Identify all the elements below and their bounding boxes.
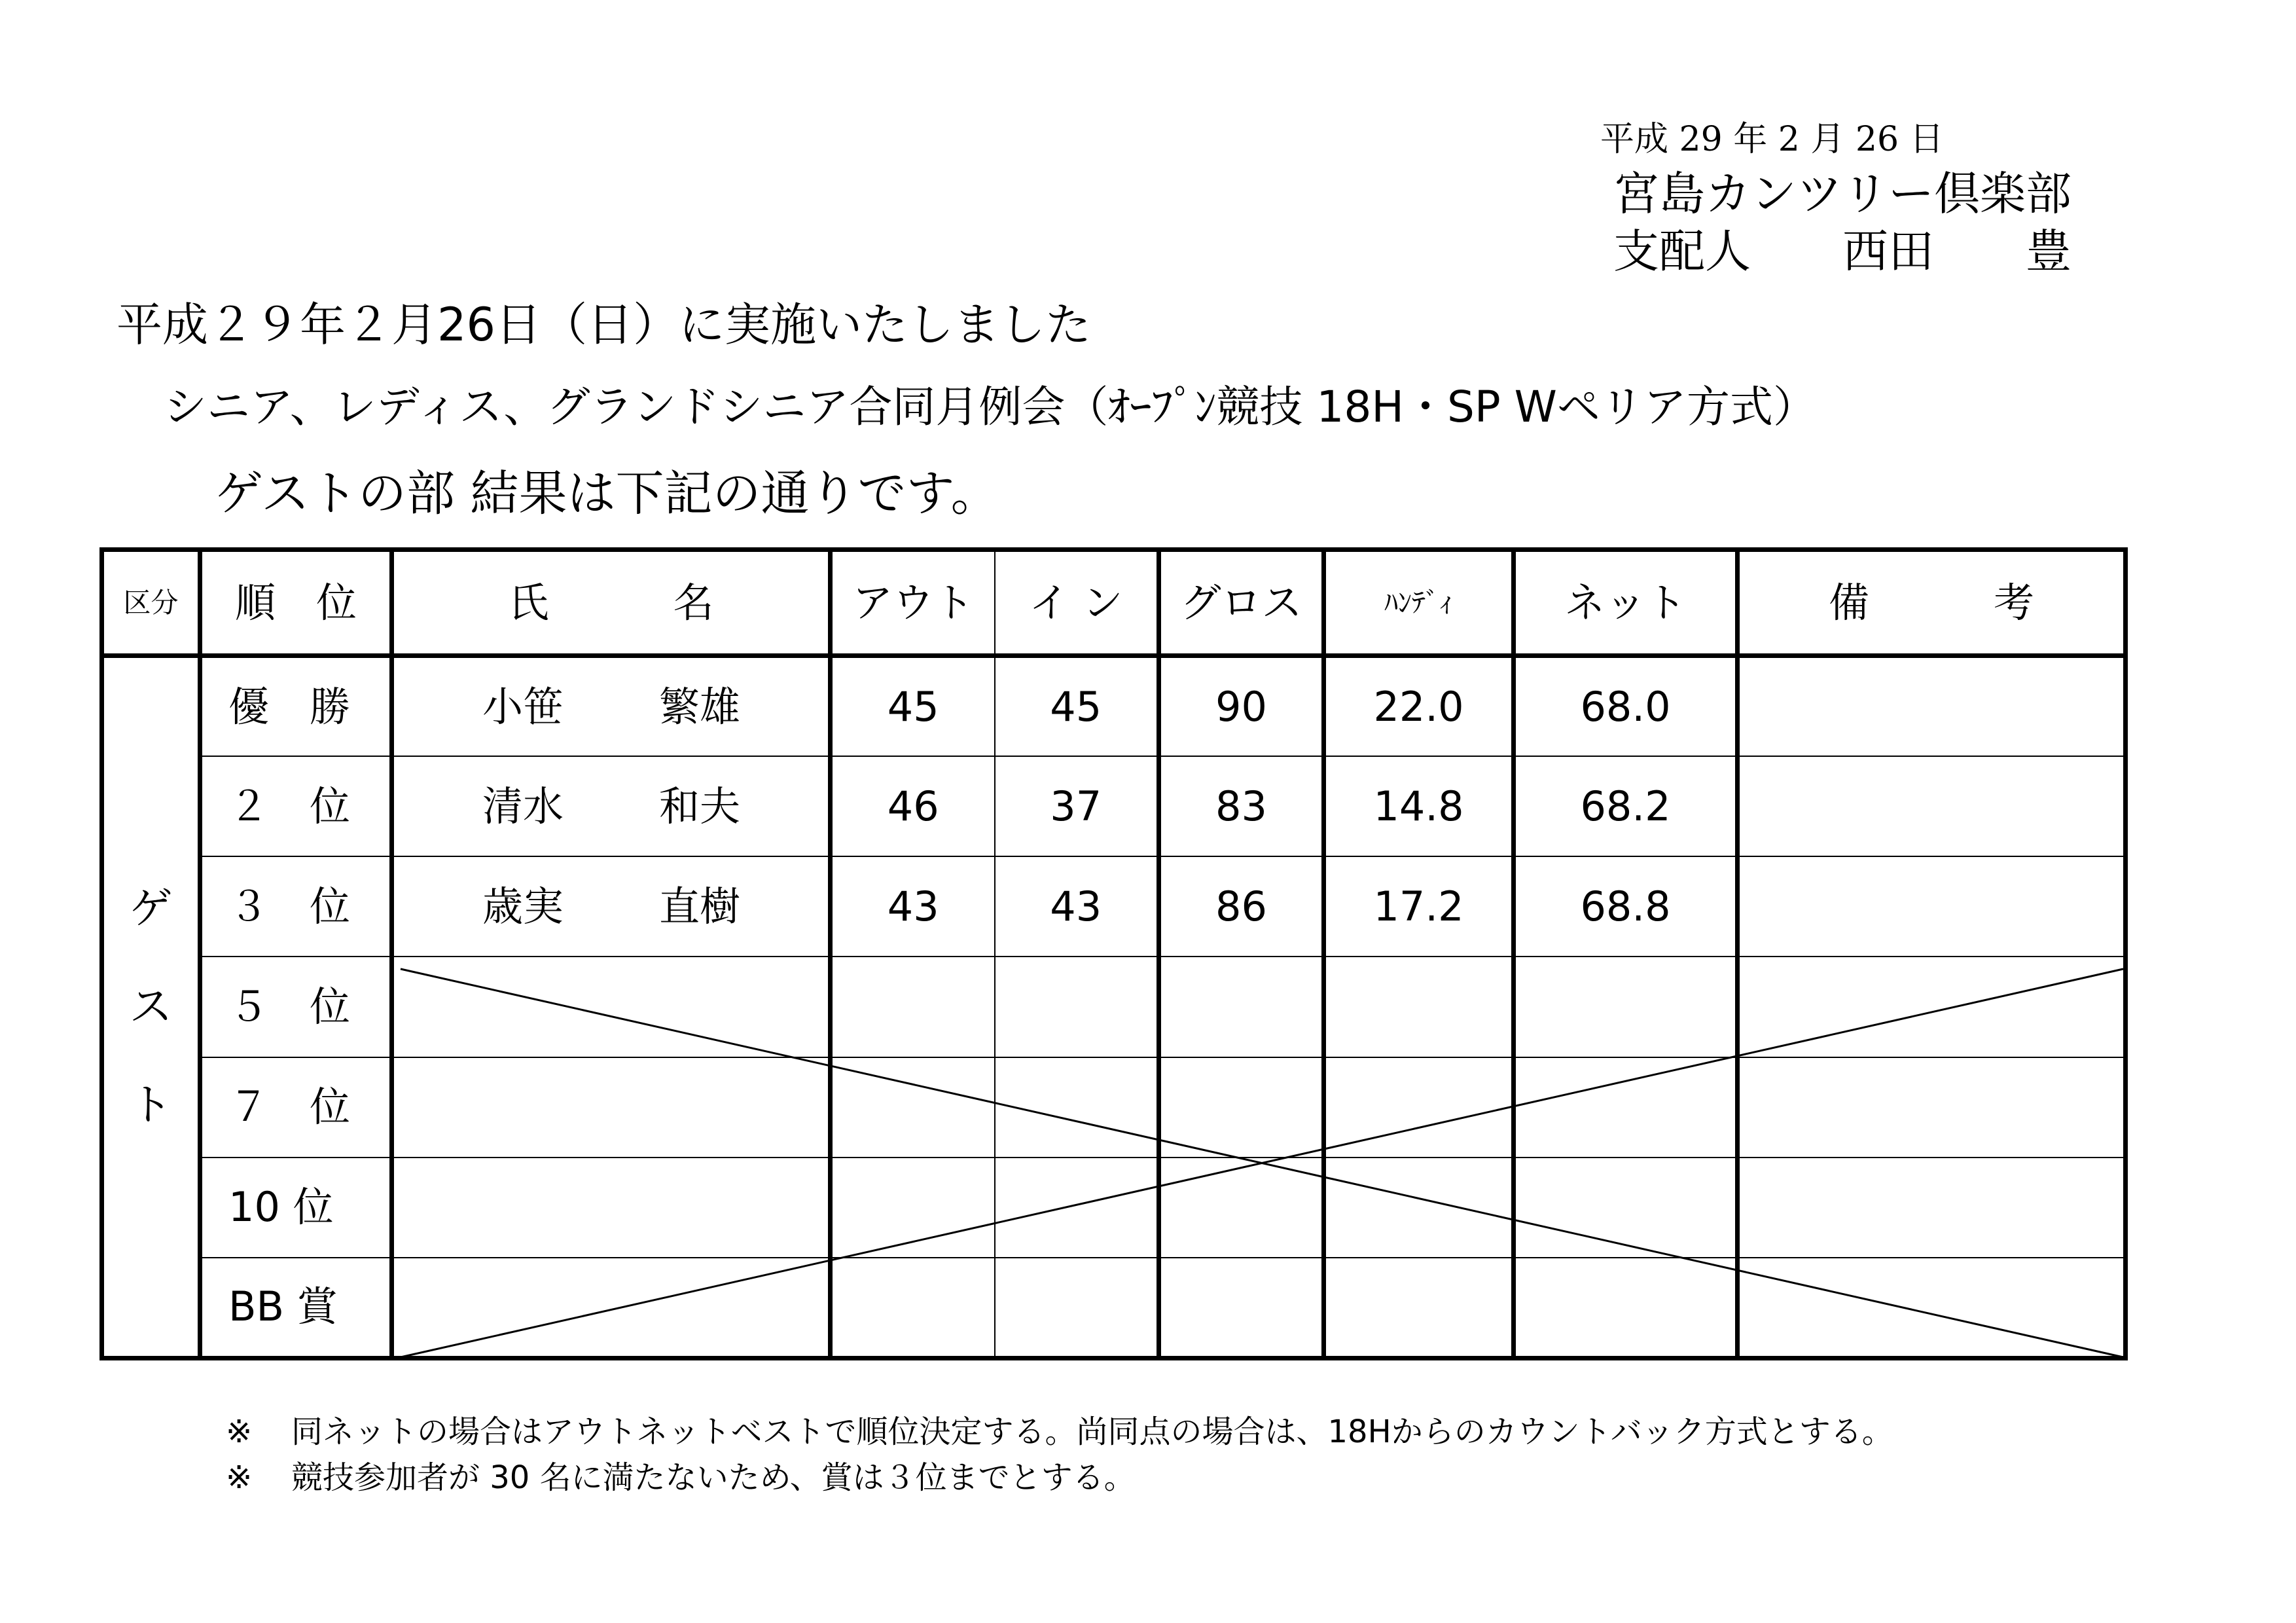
player-surname: 歳実 — [482, 882, 564, 930]
header-name — [392, 550, 831, 656]
out-score — [831, 1258, 995, 1358]
player-name — [392, 957, 831, 1057]
rank-cell: ２ 位 — [200, 756, 392, 856]
handicap-value — [1324, 957, 1514, 1057]
table-row — [102, 856, 2126, 957]
table-row — [102, 656, 2126, 756]
in-score: 37 — [995, 756, 1159, 856]
in-score — [995, 1258, 1159, 1358]
rank-cell: ７ 位 — [200, 1057, 392, 1158]
gross-score — [1159, 1057, 1324, 1158]
net-score: 68.0 — [1514, 656, 1738, 756]
rank-cell: BB 賞 — [200, 1258, 392, 1358]
note-text: 競技参加者が 30 名に満たないため、賞は３位までとする。 — [291, 1459, 1136, 1496]
manager-title: 支配人 — [1613, 225, 1751, 278]
note-mark: ※ — [226, 1459, 253, 1496]
header-category: 区分 — [102, 550, 200, 656]
out-score — [831, 1158, 995, 1258]
rank-cell: ５ 位 — [200, 957, 392, 1057]
net-score — [1514, 957, 1738, 1057]
out-score: 46 — [831, 756, 995, 856]
out-score — [831, 957, 995, 1057]
header-name-first-char: 氏 — [508, 578, 549, 627]
header-gross: グロス — [1159, 550, 1324, 656]
gross-score: 83 — [1159, 756, 1324, 856]
rank-cell: 優 勝 — [200, 656, 392, 756]
out-score: 43 — [831, 856, 995, 957]
table-row — [102, 756, 2126, 856]
manager-signature — [1613, 215, 2072, 281]
gross-score: 86 — [1159, 856, 1324, 957]
issue-date: 平成 29 年 2 月 26 日 — [1600, 120, 1944, 159]
footnote-2 — [226, 1452, 1136, 1497]
header-out: アウト — [831, 550, 995, 656]
rank-cell: ３ 位 — [200, 856, 392, 957]
net-score: 68.8 — [1514, 856, 1738, 957]
handicap-value — [1324, 1057, 1514, 1158]
out-score: 45 — [831, 656, 995, 756]
player-name — [392, 656, 831, 756]
net-score: 68.2 — [1514, 756, 1738, 856]
remarks-cell — [1738, 1158, 2126, 1258]
rank-cell: 10 位 — [200, 1158, 392, 1258]
note-text: 同ネットの場合はアウトネットベストで順位決定する。尚同点の場合は、18Hからのカウントバック方式とする。 — [291, 1413, 1893, 1450]
header-net: ネット — [1514, 550, 1738, 656]
net-score — [1514, 1158, 1738, 1258]
header-in: イ ン — [995, 550, 1159, 656]
handicap-value — [1324, 1158, 1514, 1258]
player-name — [392, 1057, 831, 1158]
category-char: ト — [129, 1080, 173, 1131]
club-name: 宮島カンツリー倶楽部 — [1613, 167, 2072, 221]
table-row — [102, 957, 2126, 1057]
header-handicap: ﾊﾝﾃﾞｨ — [1324, 550, 1514, 656]
gross-score — [1159, 1158, 1324, 1258]
table-row — [102, 1158, 2126, 1258]
header-rank: 順 位 — [200, 550, 392, 656]
table-row — [102, 1258, 2126, 1358]
remarks-cell — [1738, 1057, 2126, 1158]
player-given-name: 直樹 — [659, 882, 741, 930]
in-score — [995, 957, 1159, 1057]
player-given-name: 和夫 — [659, 782, 741, 830]
remarks-cell — [1738, 656, 2126, 756]
intro-line-1: 平成２９年２月26日（日）に実施いたしました — [117, 298, 1092, 352]
intro-line-2: シニア、レディス、グランドシニア合同月例会（ｵｰﾌﾟﾝ競技 18H・SP Wペリア方式） — [164, 382, 1816, 432]
handicap-value: 22.0 — [1324, 656, 1514, 756]
in-score: 43 — [995, 856, 1159, 957]
net-score — [1514, 1258, 1738, 1358]
handicap-value — [1324, 1258, 1514, 1358]
player-name — [392, 1258, 831, 1358]
net-score — [1514, 1057, 1738, 1158]
player-surname: 小笹 — [482, 682, 564, 731]
remarks-cell — [1738, 957, 2126, 1057]
player-name — [392, 856, 831, 957]
category-char: ゲ — [129, 883, 173, 934]
in-score — [995, 1158, 1159, 1258]
player-surname: 清水 — [482, 782, 564, 830]
header-remarks — [1738, 550, 2126, 656]
category-guest — [102, 656, 200, 1359]
category-char: ス — [129, 981, 173, 1032]
player-given-name: 繁雄 — [659, 682, 741, 731]
gross-score — [1159, 957, 1324, 1057]
intro-line-3: ゲストの部 結果は下記の通りです。 — [215, 465, 999, 522]
footnote-1 — [226, 1406, 1893, 1451]
in-score: 45 — [995, 656, 1159, 756]
table-row — [102, 1057, 2126, 1158]
table-header-row — [102, 550, 2126, 656]
out-score — [831, 1057, 995, 1158]
player-name — [392, 1158, 831, 1258]
note-mark: ※ — [226, 1413, 253, 1450]
header-remarks-first-char: 備 — [1828, 578, 1869, 627]
in-score — [995, 1057, 1159, 1158]
manager-given-name: 豊 — [2026, 225, 2072, 278]
player-name — [392, 756, 831, 856]
handicap-value: 17.2 — [1324, 856, 1514, 957]
header-remarks-second-char: 考 — [1994, 578, 2035, 627]
gross-score — [1159, 1258, 1324, 1358]
manager-surname: 西田 — [1842, 225, 1934, 278]
remarks-cell — [1738, 856, 2126, 957]
header-name-second-char: 名 — [673, 578, 714, 627]
remarks-cell — [1738, 756, 2126, 856]
remarks-cell — [1738, 1258, 2126, 1358]
gross-score: 90 — [1159, 656, 1324, 756]
results-table — [99, 547, 2128, 1360]
handicap-value: 14.8 — [1324, 756, 1514, 856]
